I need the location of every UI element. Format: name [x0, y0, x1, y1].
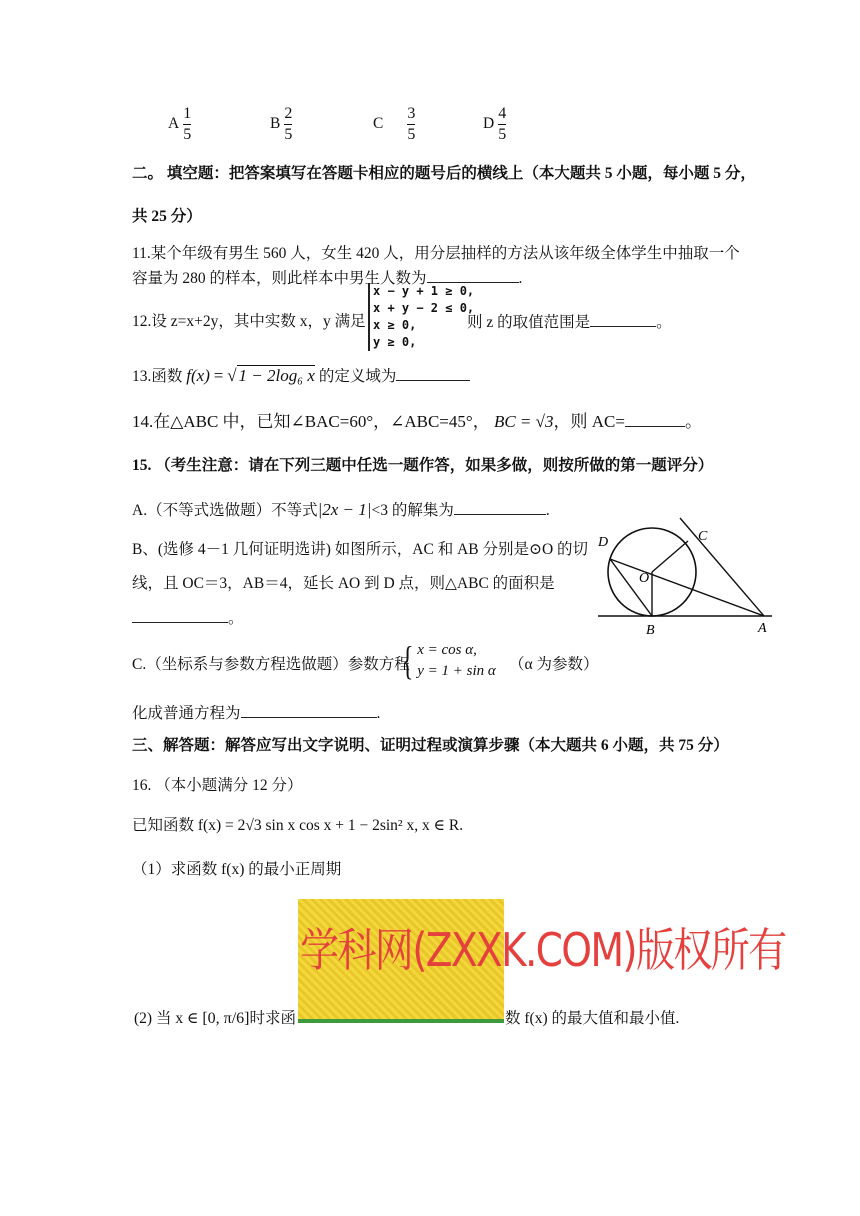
section3-heading: 三、解答题：解答应写出文字说明、证明过程或演算步骤（本大题共 6 小题，共 75 分） [132, 737, 729, 754]
q15-b-answer-blank [132, 608, 228, 623]
section2-heading-line1: 二。 填空题：把答案填写在答题卡相应的题号后的横线上（本大题共 5 小题，每小题 5 分， [132, 165, 756, 182]
option-c-numerator: 3 [407, 105, 416, 122]
q13: 13.函数 f(x) = √ 1 − 2log₆ x 的定义域为 [132, 366, 470, 387]
q12-constraint-system [368, 283, 474, 351]
option-a-letter: A [168, 115, 180, 133]
q13-radicand: 1 − 2log₆ x [238, 366, 315, 385]
option-d-fraction [498, 104, 506, 145]
option-d-denominator: 5 [498, 126, 507, 143]
q14-text: 14.在△ABC 中，已知∠BAC=60°，∠ABC=45°， [132, 412, 490, 431]
q12-answer-blank [590, 312, 656, 327]
q15-a-suffix: <3 的解集为 [371, 502, 454, 519]
q11-text: 容量为 280 的样本，则此样本中男生人数为 [132, 270, 427, 287]
q14-suffix: ，则 AC= [553, 412, 625, 431]
watermark-text: 学科网(ZXXK.COM)版权所有 [300, 923, 786, 977]
q15-c-eq1: x = cos α, [417, 642, 477, 658]
q15-c-answer-blank [241, 703, 377, 718]
q15-heading: 15. （考生注意：请在下列三题中任选一题作答，如果多做，则按所做的第一题评分） [132, 457, 714, 474]
option-d-letter: D [483, 115, 495, 133]
q13-suffix: 的定义域为 [318, 368, 397, 385]
figure-label-d: D [598, 535, 609, 550]
q16-interval: [0, π/6] [202, 1010, 250, 1027]
option-b [270, 104, 292, 145]
option-d [483, 104, 506, 145]
figure-label-c: C [698, 529, 708, 544]
q15-b-line3 [132, 608, 244, 629]
q15-c-eq2: y = 1 + sin α [417, 663, 496, 679]
q15-a [132, 500, 550, 521]
q11-line1: 11.某个年级有男生 560 人，女生 420 人，用分层抽样的方法从该年级全体学生中抽取一个 [132, 245, 740, 262]
option-b-letter: B [270, 115, 281, 133]
q13-fx: f(x) [186, 366, 210, 385]
option-a [168, 104, 191, 145]
q16-part2-suffix: 数 f(x) 的最大值和最小值. [505, 1010, 680, 1027]
q13-eq: = [213, 366, 224, 385]
q15-a-abs: |2x − 1| [317, 500, 372, 519]
q16-header: 16. （本小题满分 12 分） [132, 777, 303, 794]
option-c [373, 104, 415, 145]
circle-tangent-figure [592, 512, 778, 640]
option-a-denominator: 5 [183, 126, 192, 143]
option-c-letter: C [373, 115, 384, 133]
q15-c-suffix: （α 为参数） [509, 656, 599, 673]
q15-c-line2-text: 化成普通方程为 [132, 705, 241, 722]
q12-end: 。 [656, 314, 672, 331]
figure-label-b: B [646, 623, 655, 638]
q15-a-prefix: A.（不等式选做题）不等式 [132, 502, 318, 519]
q15-c-line2 [132, 703, 380, 724]
q16-part2-text: (2) 当 x ∈ [134, 1010, 199, 1027]
q12-suffix [467, 312, 672, 333]
option-c-denominator: 5 [407, 126, 416, 143]
q14 [132, 411, 702, 433]
figure-label-a: A [758, 621, 767, 636]
option-a-numerator: 1 [183, 105, 192, 122]
q15-a-end: . [545, 502, 550, 519]
q14-bc: BC = √3 [493, 412, 554, 431]
q15-c-end: . [376, 705, 381, 722]
figure-label-o: O [639, 571, 650, 586]
q15-b-line2: 线，且 OC＝3，AB＝4，延长 AO 到 D 点，则△ABC 的面积是 [132, 575, 555, 592]
option-d-numerator: 4 [498, 105, 507, 122]
q15-a-answer-blank [454, 500, 546, 515]
q12-cond3: x ≥ 0, [373, 318, 417, 332]
q16-given: 已知函数 f(x) = 2√3 sin x cos x + 1 − 2sin² x, x ∈ R. [132, 817, 464, 834]
q15-b-end: 。 [228, 610, 244, 627]
q13-prefix: 13.函数 [132, 368, 183, 385]
q16-part1: （1）求函数 f(x) 的最小正周期 [132, 861, 342, 878]
q16-part2-mid: 时求函 [249, 1010, 297, 1027]
q11-end: . [518, 270, 523, 287]
section2-heading-line2: 共 25 分） [132, 208, 202, 225]
q12-prefix: 12.设 z=x+2y，其中实数 x，y 满足 [132, 313, 366, 330]
q16-part2-prefix [134, 1009, 296, 1029]
q15-c-system: { x = cos α, y = 1 + sin α [401, 638, 496, 683]
q13-answer-blank [396, 366, 470, 381]
option-b-numerator: 2 [284, 105, 293, 122]
q15-c-prefix: C.（坐标系与参数方程选做题）参数方程 [132, 656, 410, 673]
option-b-denominator: 5 [284, 126, 293, 143]
q12-cond4: y ≥ 0, [373, 335, 417, 349]
option-b-fraction [284, 104, 292, 145]
q12-cond2: x + y − 2 ≤ 0, [373, 301, 475, 315]
option-a-fraction [183, 104, 191, 145]
q11-answer-blank [427, 268, 519, 283]
q12-cond1: x − y + 1 ≥ 0, [373, 284, 475, 298]
q14-answer-blank [625, 412, 685, 427]
option-c-fraction [407, 104, 415, 145]
q15-b-line1: B、(选修 4－1 几何证明选讲) 如图所示，AC 和 AB 分别是⊙O 的切 [132, 541, 589, 558]
q14-end: 。 [684, 412, 702, 431]
q12-text: 则 z 的取值范围是 [467, 314, 591, 331]
